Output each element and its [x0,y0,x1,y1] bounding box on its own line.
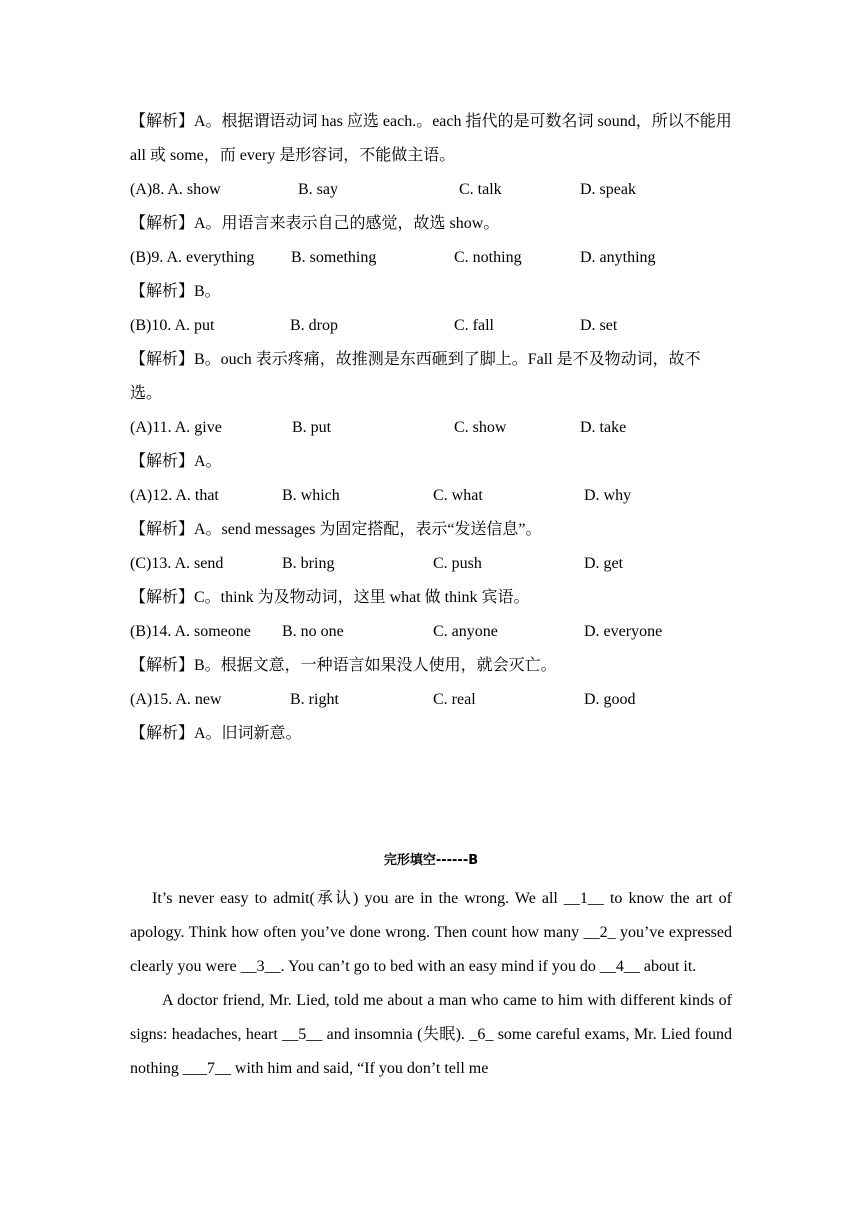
q9-explanation: 【解析】B。 [130,283,221,300]
question-11 [130,411,732,445]
question-14 [130,615,732,649]
question-12 [130,479,732,513]
q15-explanation: 【解析】A。旧词新意。 [130,725,302,742]
question-15 [130,683,732,717]
question-10 [130,309,732,343]
top-explanation: 【解析】A。根据谓语动词 has 应选 each.。each 指代的是可数名词 sound，所以不能用 all 或 some，而 every 是形容词，不能做主语。 [130,113,732,164]
q9-option-c: C. nothing [454,249,522,266]
q11-option-c: C. show [454,419,507,436]
question-8 [130,173,732,207]
q9-option-b: B. something [291,249,377,266]
q10-option-d: D. set [580,317,618,334]
q11-option-b: B. put [292,419,332,436]
q8-option-b: B. say [298,181,338,198]
q9-option-a: (B)9. A. everything [130,249,255,266]
q10-option-a: (B)10. A. put [130,317,215,334]
q10-explanation: 【解析】B。ouch 表示疼痛，故推测是东西砸到了脚上。Fall 是不及物动词，故不选。 [130,351,701,402]
q12-explanation: 【解析】A。send messages 为固定搭配，表示“发送信息”。 [130,521,542,538]
q15-option-d: D. good [584,691,636,708]
q14-option-d: D. everyone [584,623,663,640]
q9-option-d: D. anything [580,249,656,266]
q11-explanation: 【解析】A。 [130,453,222,470]
q14-option-a: (B)14. A. someone [130,623,251,640]
q11-option-a: (A)11. A. give [130,419,222,436]
q15-option-c: C. real [433,691,476,708]
q15-option-b: B. right [290,691,339,708]
q13-option-a: (C)13. A. send [130,555,224,572]
q15-option-a: (A)15. A. new [130,691,222,708]
q12-option-a: (A)12. A. that [130,487,219,504]
passage-paragraph-2: A doctor friend, Mr. Lied, told me about a man who came to him with different kinds of signs: headaches, heart __5__ and insomnia (失眠). _6_ some careful exams, Mr. Lied found nothing ___7__ with him and said, “If you don’t tell me [130,992,732,1077]
q13-explanation: 【解析】C。think 为及物动词，这里 what 做 think 宾语。 [130,589,530,606]
document-page [130,105,732,1077]
q14-option-b: B. no one [282,623,344,640]
passage-paragraph-1: It’s never easy to admit(承认) you are in the wrong. We all __1__ to know the art of apology. Think how often you’ve done wrong. Then count how many __2_ you’ve expressed clearly you were __3__. You can’t go to bed with an easy mind if you do __4__ about it. [130,890,732,975]
question-13 [130,547,732,581]
q8-option-a: (A)8. A. show [130,181,221,198]
q12-option-d: D. why [584,487,632,504]
q10-option-c: C. fall [454,317,494,334]
q8-option-d: D. speak [580,181,636,198]
section-title: 完形填空------B [383,853,479,868]
q13-option-b: B. bring [282,555,335,572]
q12-option-b: B. which [282,487,340,504]
q12-option-c: C. what [433,487,483,504]
q10-option-b: B. drop [290,317,338,334]
q8-explanation: 【解析】A。用语言来表示自己的感觉，故选 show。 [130,215,500,232]
q14-option-c: C. anyone [433,623,498,640]
q8-option-c: C. talk [459,181,502,198]
cloze-passage [130,882,732,1086]
q13-option-d: D. get [584,555,624,572]
q13-option-c: C. push [433,555,482,572]
question-9 [130,241,732,275]
q14-explanation: 【解析】B。根据文意，一种语言如果没人使用，就会灭亡。 [130,657,557,674]
q11-option-d: D. take [580,419,627,436]
